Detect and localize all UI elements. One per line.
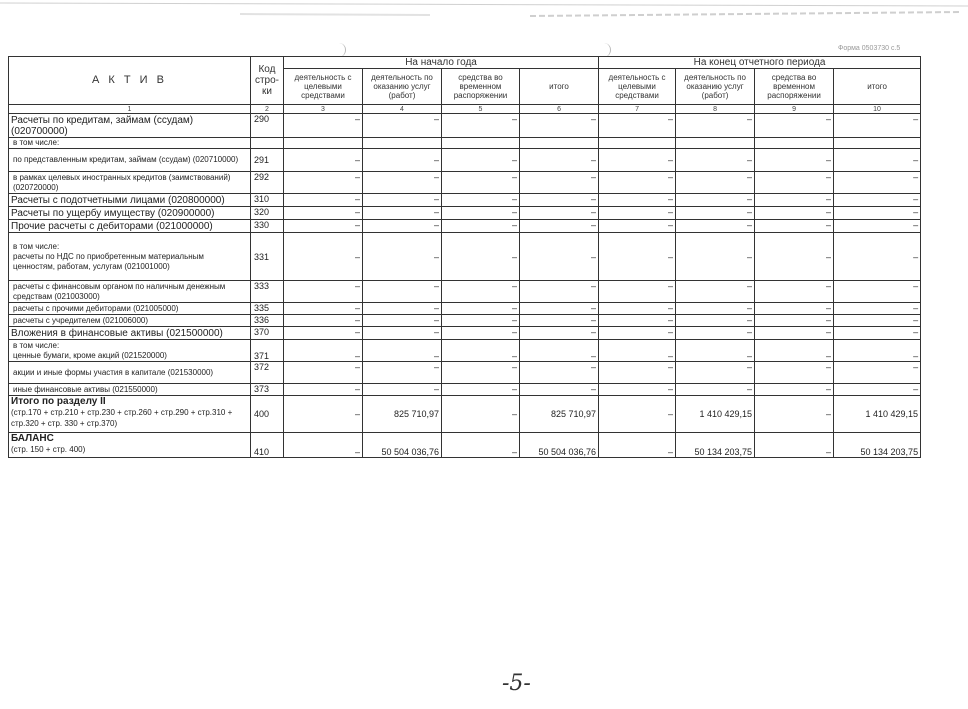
cell-value: – <box>284 220 363 233</box>
cell-value: – <box>363 303 442 315</box>
cell-value: – <box>284 233 363 281</box>
cell-value: – <box>834 281 921 303</box>
header-kod: Код стро-ки <box>251 57 284 105</box>
cell-value: – <box>520 172 599 194</box>
row-name: в том числе: <box>9 138 251 149</box>
row-name: Вложения в финансовые активы (021500000) <box>9 327 251 340</box>
cell-value: – <box>284 207 363 220</box>
row-code <box>251 138 284 149</box>
cell-value: – <box>755 433 834 458</box>
form-code: Форма 0503730 с.5 <box>838 45 901 52</box>
row-name: иные финансовые активы (021550000) <box>9 384 251 396</box>
cell-value: – <box>363 172 442 194</box>
cell-value: – <box>284 281 363 303</box>
row-name: расчеты с прочими дебиторами (021005000) <box>9 303 251 315</box>
cell-value: – <box>676 340 755 362</box>
table-row <box>9 114 921 138</box>
cell-value: – <box>520 315 599 327</box>
cell-value <box>599 138 676 149</box>
row-code: 290 <box>251 114 284 138</box>
column-number: 4 <box>363 105 442 114</box>
header-group-start: На начало года <box>284 57 599 69</box>
header-group-end: На конец отчетного периода <box>599 57 921 69</box>
cell-value: – <box>834 303 921 315</box>
row-name: расчеты с учредителем (021006000) <box>9 315 251 327</box>
cell-value: – <box>520 362 599 384</box>
cell-value: – <box>755 327 834 340</box>
row-name: расчеты с финансовым органом по наличным денежным средствам (021003000) <box>9 281 251 303</box>
cell-value: – <box>676 172 755 194</box>
row-name: Расчеты по ущербу имуществу (020900000) <box>9 207 251 220</box>
cell-value: – <box>834 340 921 362</box>
cell-value: – <box>363 340 442 362</box>
cell-value: – <box>363 315 442 327</box>
cell-value: – <box>834 194 921 207</box>
cell-value: – <box>284 194 363 207</box>
cell-value: – <box>520 384 599 396</box>
cell-value: – <box>284 396 363 433</box>
cell-value: – <box>599 233 676 281</box>
cell-value: – <box>599 362 676 384</box>
cell-value: – <box>755 233 834 281</box>
table-row <box>9 281 921 303</box>
cell-value: – <box>755 396 834 433</box>
cell-value <box>442 138 520 149</box>
cell-value: – <box>599 149 676 172</box>
cell-value: – <box>755 220 834 233</box>
cell-value: – <box>755 172 834 194</box>
cell-value: 1 410 429,15 <box>676 396 755 433</box>
cell-value: – <box>442 194 520 207</box>
row-code: 400 <box>251 396 284 433</box>
cell-value: – <box>599 172 676 194</box>
cell-value: – <box>599 384 676 396</box>
handwritten-page-number: -5- <box>502 671 531 696</box>
total-section-formula: (стр.170 + стр.210 + стр.230 + стр.260 + стр.290 + стр.310 + стр.320 + стр. 330 + стр.370) <box>11 408 233 428</box>
row-name-prefix: в том числе: <box>13 340 60 350</box>
header-aktiv: А К Т И В <box>9 57 251 105</box>
cell-value: – <box>284 315 363 327</box>
cell-value: – <box>755 194 834 207</box>
cell-value: – <box>599 396 676 433</box>
cell-value: – <box>363 233 442 281</box>
row-name-prefix: в том числе: <box>13 241 60 251</box>
cell-value <box>676 138 755 149</box>
column-number: 1 <box>9 105 251 114</box>
header-col-target: деятельность с целевыми средствами <box>599 69 676 105</box>
row-code: 370 <box>251 327 284 340</box>
row-name: акции и иные формы участия в капитале (021530000) <box>9 362 251 384</box>
header-col-total: итого <box>520 69 599 105</box>
header-col-total: итого <box>834 69 921 105</box>
cell-value: – <box>363 207 442 220</box>
table-row <box>9 220 921 233</box>
cell-value: – <box>363 149 442 172</box>
table-row <box>9 149 921 172</box>
row-code: 330 <box>251 220 284 233</box>
table-row <box>9 233 921 281</box>
row-name-detail: расчеты по НДС по приобретенным материальным ценностям, работам, услугам (021001000) <box>13 251 204 271</box>
row-code: 372 <box>251 362 284 384</box>
cell-value: – <box>755 340 834 362</box>
row-code: 310 <box>251 194 284 207</box>
cell-value: – <box>442 384 520 396</box>
balance-title: БАЛАНС <box>11 433 54 444</box>
cell-value: – <box>676 362 755 384</box>
cell-value: – <box>599 207 676 220</box>
cell-value: – <box>755 114 834 138</box>
row-code: 291 <box>251 149 284 172</box>
header-col-temp: средства во временном распоряжении <box>442 69 520 105</box>
cell-value: – <box>442 315 520 327</box>
row-code: 335 <box>251 303 284 315</box>
cell-value: – <box>520 340 599 362</box>
table-row <box>9 172 921 194</box>
cell-value: – <box>676 281 755 303</box>
cell-value: – <box>755 149 834 172</box>
cell-value: – <box>834 149 921 172</box>
table-row <box>9 340 921 362</box>
cell-value: – <box>599 433 676 458</box>
cell-value: – <box>363 281 442 303</box>
cell-value: – <box>363 327 442 340</box>
cell-value: 50 134 203,75 <box>834 433 921 458</box>
cell-value: – <box>284 384 363 396</box>
row-name: Прочие расчеты с дебиторами (021000000) <box>9 220 251 233</box>
cell-value: 825 710,97 <box>520 396 599 433</box>
table-row <box>9 327 921 340</box>
cell-value: – <box>834 114 921 138</box>
cell-value: – <box>284 114 363 138</box>
balance-table <box>8 56 921 458</box>
cell-value: – <box>442 207 520 220</box>
header-col-target: деятельность с целевыми средствами <box>284 69 363 105</box>
cell-value: – <box>442 172 520 194</box>
table-row <box>9 384 921 396</box>
cell-value: – <box>599 315 676 327</box>
table-row <box>9 194 921 207</box>
cell-value: – <box>442 433 520 458</box>
cell-value <box>363 138 442 149</box>
cell-value <box>284 138 363 149</box>
cell-value: – <box>284 149 363 172</box>
row-name: по представленным кредитам, займам (ссудам) (020710000) <box>9 149 251 172</box>
table-row-balance <box>9 433 921 458</box>
cell-value: – <box>755 384 834 396</box>
cell-value: – <box>676 207 755 220</box>
cell-value: – <box>676 303 755 315</box>
table-row <box>9 303 921 315</box>
cell-value: – <box>834 362 921 384</box>
cell-value: – <box>520 114 599 138</box>
row-name <box>9 396 251 433</box>
column-number: 5 <box>442 105 520 114</box>
cell-value <box>520 138 599 149</box>
balance-formula: (стр. 150 + стр. 400) <box>11 445 86 454</box>
cell-value: – <box>676 315 755 327</box>
cell-value: – <box>520 327 599 340</box>
total-section-title: Итого по разделу II <box>11 396 106 407</box>
cell-value: – <box>442 396 520 433</box>
column-number: 3 <box>284 105 363 114</box>
scan-edge-marks <box>0 0 968 20</box>
column-number: 10 <box>834 105 921 114</box>
cell-value: – <box>520 233 599 281</box>
cell-value: – <box>520 220 599 233</box>
cell-value: – <box>284 433 363 458</box>
cell-value: – <box>363 362 442 384</box>
cell-value: 825 710,97 <box>363 396 442 433</box>
cell-value: – <box>442 340 520 362</box>
cell-value: – <box>599 327 676 340</box>
row-code: 292 <box>251 172 284 194</box>
row-name: в рамках целевых иностранных кредитов (заимствований) (020720000) <box>9 172 251 194</box>
cell-value: – <box>442 220 520 233</box>
cell-value: – <box>676 327 755 340</box>
row-code: 410 <box>251 433 284 458</box>
cell-value: – <box>599 281 676 303</box>
cell-value: – <box>599 114 676 138</box>
row-code: 320 <box>251 207 284 220</box>
cell-value: – <box>520 194 599 207</box>
row-name <box>9 433 251 458</box>
column-number: 8 <box>676 105 755 114</box>
cell-value: – <box>520 149 599 172</box>
cell-value: – <box>676 220 755 233</box>
cell-value: 1 410 429,15 <box>834 396 921 433</box>
cell-value: – <box>834 233 921 281</box>
table-row-total-section <box>9 396 921 433</box>
cell-value: – <box>442 362 520 384</box>
cell-value: 50 134 203,75 <box>676 433 755 458</box>
row-code: 373 <box>251 384 284 396</box>
table-row <box>9 207 921 220</box>
cell-value: 50 504 036,76 <box>520 433 599 458</box>
header-col-services: деятельность по оказанию услуг (работ) <box>676 69 755 105</box>
cell-value: – <box>676 384 755 396</box>
cell-value: – <box>599 340 676 362</box>
cell-value: – <box>599 303 676 315</box>
cell-value: – <box>284 327 363 340</box>
cell-value: – <box>676 194 755 207</box>
cell-value: – <box>442 281 520 303</box>
column-number: 2 <box>251 105 284 114</box>
cell-value: – <box>520 281 599 303</box>
cell-value: – <box>676 233 755 281</box>
cell-value <box>834 138 921 149</box>
bracket-mark-right <box>600 43 611 57</box>
cell-value: – <box>834 172 921 194</box>
cell-value: – <box>520 303 599 315</box>
column-number: 7 <box>599 105 676 114</box>
cell-value: – <box>363 114 442 138</box>
cell-value: – <box>363 384 442 396</box>
cell-value: – <box>834 327 921 340</box>
table-row <box>9 138 921 149</box>
column-number: 9 <box>755 105 834 114</box>
cell-value: – <box>442 303 520 315</box>
cell-value <box>755 138 834 149</box>
cell-value: – <box>520 207 599 220</box>
cell-value: – <box>599 194 676 207</box>
table-row <box>9 362 921 384</box>
cell-value: – <box>363 194 442 207</box>
cell-value: – <box>442 114 520 138</box>
row-name <box>9 233 251 281</box>
cell-value: – <box>284 303 363 315</box>
bracket-mark-left <box>335 43 346 57</box>
row-name: Расчеты по кредитам, займам (ссудам) (020700000) <box>9 114 251 138</box>
cell-value: – <box>442 149 520 172</box>
row-code: 371 <box>251 340 284 362</box>
cell-value: – <box>834 315 921 327</box>
cell-value: – <box>676 149 755 172</box>
table-row <box>9 315 921 327</box>
cell-value: – <box>755 281 834 303</box>
cell-value: – <box>755 315 834 327</box>
cell-value: – <box>755 362 834 384</box>
cell-value: – <box>676 114 755 138</box>
row-name-detail: ценные бумаги, кроме акций (021520000) <box>13 350 167 360</box>
column-number-row <box>9 105 921 114</box>
cell-value: – <box>284 362 363 384</box>
cell-value: – <box>442 327 520 340</box>
cell-value: – <box>599 220 676 233</box>
cell-value: – <box>442 233 520 281</box>
column-number: 6 <box>520 105 599 114</box>
row-code: 331 <box>251 233 284 281</box>
cell-value: – <box>363 220 442 233</box>
cell-value: – <box>834 384 921 396</box>
cell-value: – <box>284 172 363 194</box>
cell-value: – <box>755 207 834 220</box>
cell-value: 50 504 036,76 <box>363 433 442 458</box>
row-code: 333 <box>251 281 284 303</box>
cell-value: – <box>284 340 363 362</box>
cell-value: – <box>755 303 834 315</box>
row-name: Расчеты с подотчетными лицами (020800000) <box>9 194 251 207</box>
row-name <box>9 340 251 362</box>
header-col-services: деятельность по оказанию услуг (работ) <box>363 69 442 105</box>
cell-value: – <box>834 220 921 233</box>
row-code: 336 <box>251 315 284 327</box>
header-col-temp: средства во временном распоряжении <box>755 69 834 105</box>
cell-value: – <box>834 207 921 220</box>
